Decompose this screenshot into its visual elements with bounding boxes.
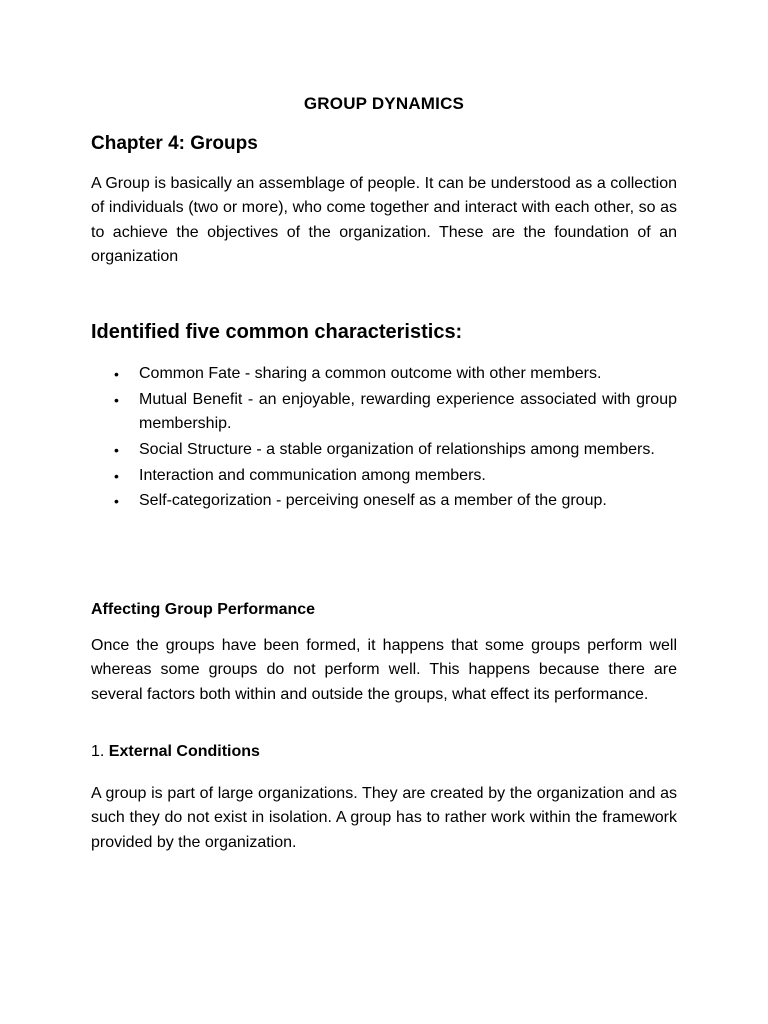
bullet-icon: • [114,493,119,510]
section-heading-external-conditions [91,743,260,761]
list-item [114,388,677,437]
characteristics-list [114,362,677,515]
bullet-icon: • [114,366,119,382]
performance-heading: Affecting Group Performance [91,601,316,618]
bullet-icon: • [114,467,119,484]
section-number: 1. [91,743,105,760]
characteristics-heading: Identified five common characteristics: [91,321,463,343]
list-item-text: Common Fate - sharing a common outcome with other members. [139,365,602,382]
chapter-heading: Chapter 4: Groups [91,133,258,154]
external-conditions-paragraph: A group is part of large organizations. They are created by the organization and as such they do not exist in isolation. A group has to rather work within the framework provided by the organization. [91,785,677,851]
section-title: External Conditions [108,743,260,760]
bullet-icon: • [114,441,119,458]
intro-paragraph: A Group is basically an assemblage of people. It can be understood as a collection of individuals (two or more), who come together and interact with each other, so as to achieve the objectives of the organization. These are the foundation of an organization [91,175,677,265]
performance-paragraph: Once the groups have been formed, it happens that some groups perform well whereas some groups do not perform well. This happens because there are several factors both within and outside the groups, what effect its performance. [91,637,677,703]
list-item-text: Mutual Benefit - an enjoyable, rewarding experience associated with group membership. [139,390,677,433]
bullet-icon: • [114,391,119,408]
list-item [114,362,677,386]
list-item-text: Interaction and communication among members. [139,466,486,484]
list-item [114,438,677,462]
list-item [114,464,677,488]
list-item [114,489,677,513]
list-item-text: Self-categorization - perceiving oneself as a member of the group. [139,492,607,510]
list-item-text: Social Structure - a stable organization of relationships among members. [139,440,655,458]
document-title: GROUP DYNAMICS [303,94,465,113]
